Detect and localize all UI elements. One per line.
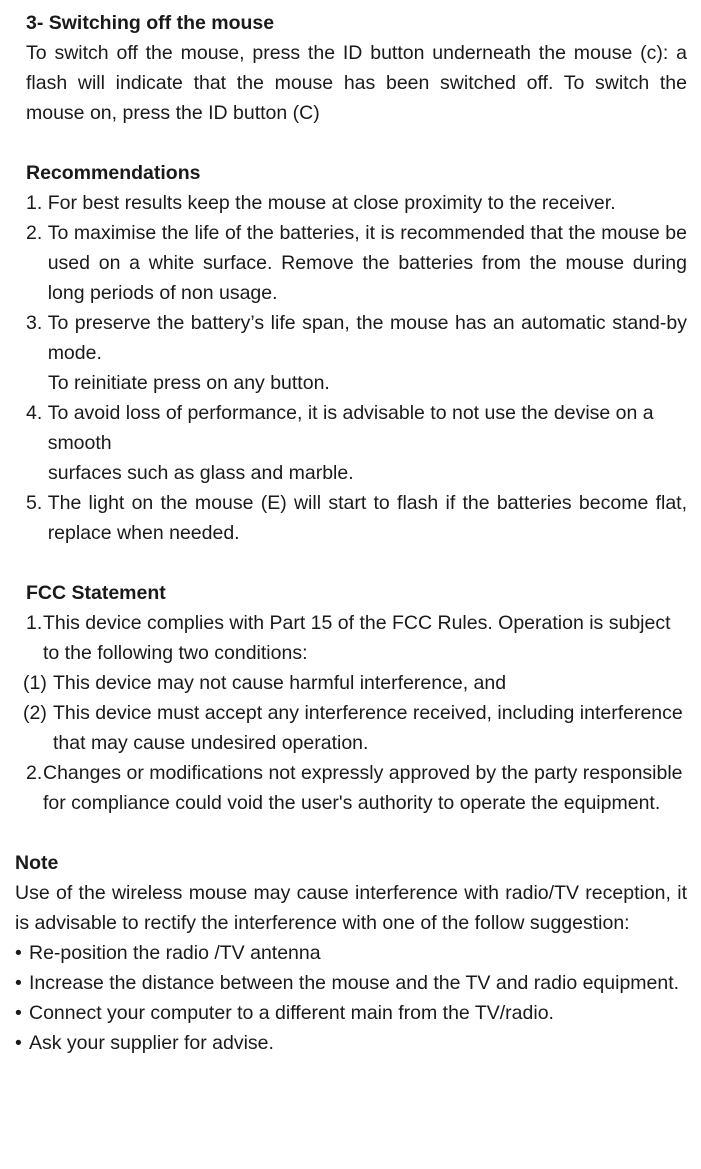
note-bullet: [15, 1028, 687, 1058]
item-number: 4.: [26, 402, 48, 424]
bullet-icon: •: [15, 972, 22, 994]
bullet-icon: •: [15, 1002, 22, 1024]
fcc-item: [26, 758, 687, 818]
fcc-section: [0, 578, 701, 818]
item-continuation: surfaces such as glass and marble.: [48, 462, 354, 484]
spacer: [0, 128, 701, 158]
fcc-item: [26, 608, 687, 668]
recommendations-heading: Recommendations: [26, 162, 201, 184]
bullet-text: Increase the distance between the mouse and the TV and radio equipment.: [29, 972, 680, 994]
item-text: To avoid loss of performance, it is advisable to not use the devise on a smooth: [47, 402, 654, 454]
item-text: The light on the mouse (E) will start to flash if the batteries become flat, replace when needed.: [47, 492, 687, 544]
condition-number: (1): [23, 672, 47, 694]
bullet-text: Ask your supplier for advise.: [29, 1032, 274, 1054]
note-bullet: [15, 998, 687, 1028]
recommendation-item: [26, 218, 687, 308]
condition-text: This device must accept any interference received, including interference that may cause undesired operation.: [53, 702, 683, 754]
switch-off-body: To switch off the mouse, press the ID button underneath the mouse (c): a flash will indicate that the mouse has been switched off. To switch the mouse on, press the ID button (C): [26, 42, 687, 124]
note-bullet: [15, 968, 687, 998]
condition-number: (2): [23, 702, 47, 724]
item-text: To preserve the battery’s life span, the mouse has an automatic stand-by mode.: [47, 312, 687, 364]
note-section: [0, 848, 701, 1058]
fcc-condition: [23, 668, 687, 698]
item-text: For best results keep the mouse at close proximity to the receiver.: [47, 192, 616, 214]
switch-off-heading: 3- Switching off the mouse: [26, 12, 275, 34]
recommendation-item: [26, 188, 687, 218]
switch-off-section: [0, 8, 701, 128]
fcc-heading: FCC Statement: [26, 582, 166, 604]
condition-text: This device may not cause harmful interference, and: [53, 672, 507, 694]
note-body: Use of the wireless mouse may cause interference with radio/TV reception, it is advisable to rectify the interference with one of the follow suggestion:: [15, 882, 687, 934]
note-bullet: [15, 938, 687, 968]
item-number: 1.: [26, 192, 48, 214]
recommendation-item: [26, 488, 687, 548]
item-number: 1.: [26, 612, 43, 634]
bullet-icon: •: [15, 942, 22, 964]
manual-page: [0, 8, 701, 1058]
item-text: Changes or modifications not expressly approved by the party responsible for compliance could void the user's authority to operate the equipment.: [43, 762, 683, 814]
item-number: 3.: [26, 312, 48, 334]
item-text: To maximise the life of the batteries, it is recommended that the mouse be used on a white surface. Remove the batteries from the mouse during long periods of non usage.: [47, 222, 687, 304]
recommendations-section: [0, 158, 701, 548]
item-number: 2.: [26, 222, 48, 244]
item-text: This device complies with Part 15 of the FCC Rules. Operation is subject to the following two conditions:: [43, 612, 671, 664]
note-heading: Note: [15, 852, 59, 874]
bullet-text: Connect your computer to a different main from the TV/radio.: [29, 1002, 554, 1024]
recommendation-item: [26, 308, 687, 368]
spacer: [0, 818, 701, 848]
item-number: 5.: [26, 492, 48, 514]
item-number: 2.: [26, 762, 43, 784]
recommendation-item: [26, 398, 687, 458]
spacer: [0, 548, 701, 578]
fcc-condition: [23, 698, 687, 758]
bullet-icon: •: [15, 1032, 22, 1054]
item-continuation: To reinitiate press on any button.: [48, 372, 330, 394]
bullet-text: Re-position the radio /TV antenna: [29, 942, 321, 964]
